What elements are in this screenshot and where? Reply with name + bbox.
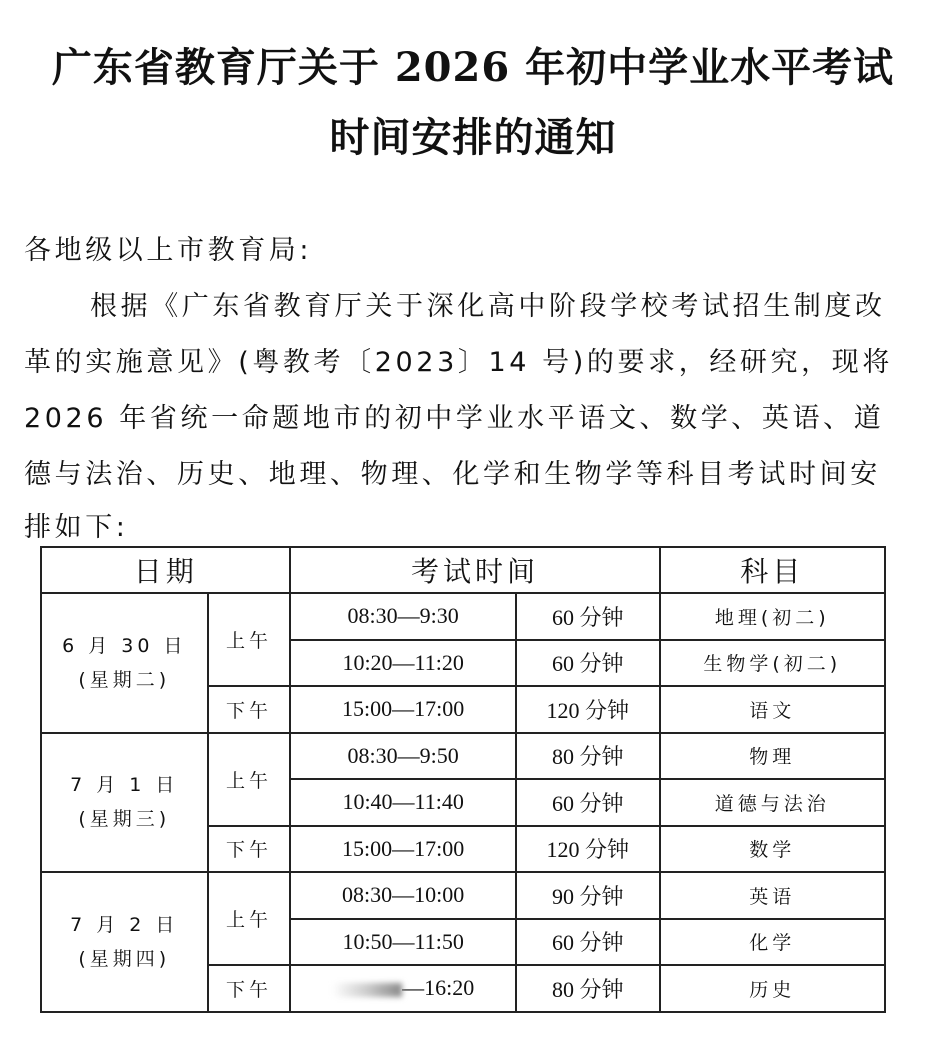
session-pm: 下午	[208, 686, 291, 733]
time-text: 15:00—17:00	[342, 835, 465, 861]
exam-time	[290, 733, 516, 780]
time-text: 08:30—9:50	[347, 742, 459, 768]
body-line: 2026 年省统一命题地市的初中学业水平语文、数学、英语、道	[24, 403, 885, 434]
session-pm: 下午	[208, 965, 291, 1012]
body-line: 根据《广东省教育厅关于深化高中阶段学校考试招生制度改	[90, 291, 886, 322]
exam-duration: 60 分钟	[516, 779, 660, 826]
exam-subject: 语文	[660, 686, 885, 733]
table-row	[41, 593, 885, 640]
exam-subject: 化学	[660, 919, 885, 966]
body-line: 革的实施意见》(粤教考〔2023〕14 号)的要求，经研究，现将	[24, 347, 893, 378]
exam-subject: 道德与法治	[660, 779, 885, 826]
exam-duration: 60 分钟	[516, 640, 660, 687]
body-line: 德与法治、历史、地理、物理、化学和生物学等科目考试时间安	[24, 459, 881, 490]
exam-time	[290, 779, 516, 826]
document-title-line2: 时间安排的通知	[329, 114, 617, 161]
weekday-label: (星期三)	[78, 808, 171, 831]
salutation: 各地级以上市教育局:	[24, 235, 313, 266]
exam-schedule-table	[40, 546, 886, 1013]
exam-subject: 数学	[660, 826, 885, 873]
session-pm: 下午	[208, 826, 291, 873]
exam-subject: 生物学(初二)	[660, 640, 885, 687]
session-am: 上午	[208, 872, 291, 965]
exam-time	[290, 686, 516, 733]
header-subject: 科目	[660, 547, 885, 593]
exam-time	[290, 593, 516, 640]
exam-time	[290, 965, 516, 1012]
header-time: 考试时间	[290, 547, 659, 593]
date-label: 6 月 30 日	[62, 634, 187, 657]
exam-duration: 60 分钟	[516, 593, 660, 640]
table-row	[41, 872, 885, 919]
exam-duration: 90 分钟	[516, 872, 660, 919]
weekday-label: (星期四)	[78, 947, 171, 970]
session-am: 上午	[208, 733, 291, 826]
table-header-row	[41, 547, 885, 593]
header-date: 日期	[41, 547, 290, 593]
document-title-line1: 广东省教育厅关于 2026 年初中学业水平考试	[51, 44, 895, 91]
blurred-region	[332, 983, 402, 997]
exam-time	[290, 826, 516, 873]
time-text: 08:30—10:00	[342, 882, 465, 908]
time-text: 08:30—9:30	[347, 603, 459, 629]
table-row	[41, 733, 885, 780]
time-text: 15:00—17:00	[342, 696, 465, 722]
session-am: 上午	[208, 593, 291, 686]
time-text: 10:50—11:50	[342, 928, 464, 954]
exam-duration: 60 分钟	[516, 919, 660, 966]
exam-date	[41, 593, 208, 733]
body-line: 排如下:	[24, 512, 129, 543]
exam-time	[290, 640, 516, 687]
exam-subject: 英语	[660, 872, 885, 919]
exam-subject: 地理(初二)	[660, 593, 885, 640]
time-text: —16:20	[402, 975, 475, 1001]
exam-date	[41, 733, 208, 873]
exam-duration: 80 分钟	[516, 733, 660, 780]
exam-time	[290, 872, 516, 919]
exam-time	[290, 919, 516, 966]
exam-duration: 80 分钟	[516, 965, 660, 1012]
date-label: 7 月 1 日	[70, 774, 179, 797]
exam-duration: 120 分钟	[516, 826, 660, 873]
date-label: 7 月 2 日	[70, 913, 179, 936]
exam-subject: 历史	[660, 965, 885, 1012]
exam-duration: 120 分钟	[516, 686, 660, 733]
exam-date	[41, 872, 208, 1012]
weekday-label: (星期二)	[78, 668, 171, 691]
exam-subject: 物理	[660, 733, 885, 780]
time-text: 10:20—11:20	[342, 649, 464, 675]
time-text: 10:40—11:40	[342, 789, 464, 815]
